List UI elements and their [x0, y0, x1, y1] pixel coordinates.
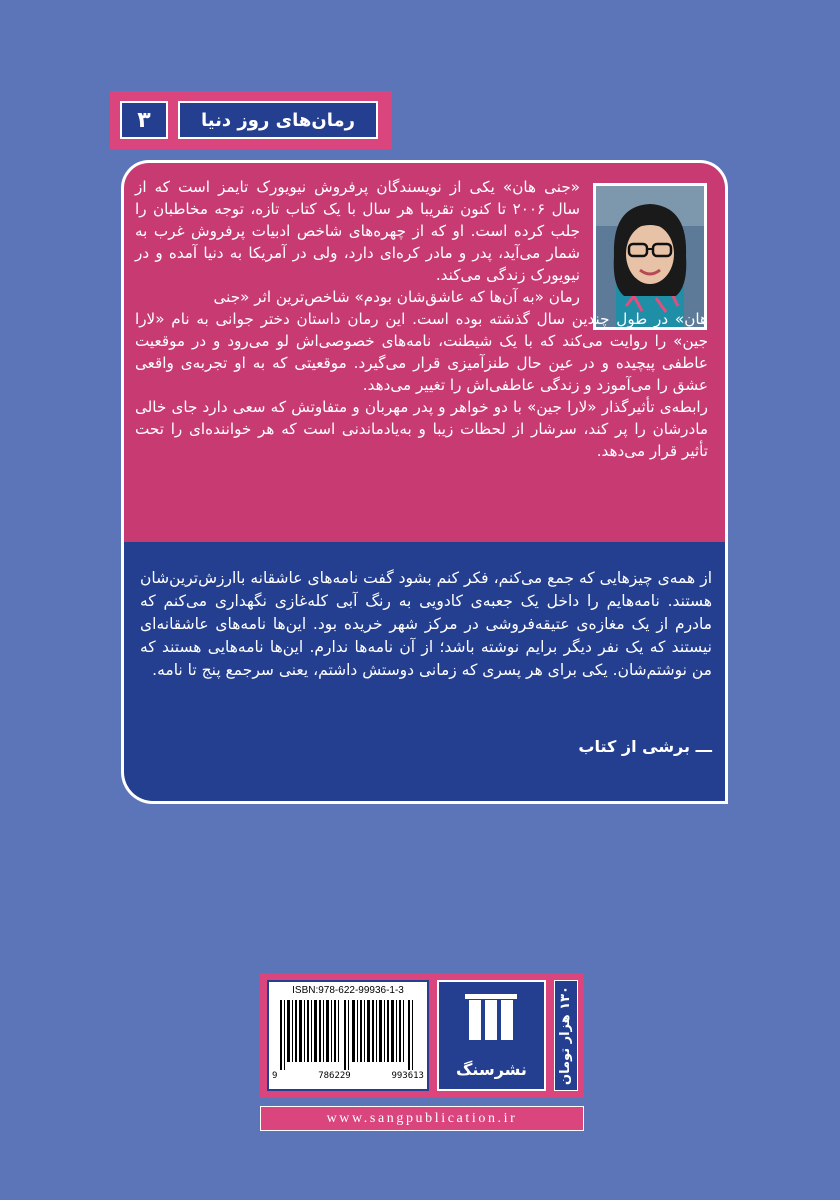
barcode-digit-group-1: 786229	[318, 1071, 351, 1081]
bio-paragraph-3: رابطه‌ی تأثیرگذار «لارا جین» با دو خواهر و پدر مهربان و متفاوتش که سعی دارد جای خالی مادرشان را پر کند، سرشار از لحظات زیبا و به‌یادماندنی است که هر خواننده‌ای را تحت تأثیر قرار می‌دهد.	[135, 398, 708, 460]
excerpt-text: از همه‌ی چیزهایی که جمع می‌کنم، فکر کنم بشود گفت نامه‌های عاشقانه باارزش‌ترین‌شان هستند. نامه‌هایم را داخل یک جعبه‌ی کادویی به رنگ آبی کله‌غازی نگهداری می‌کنم که مادرم از یک مغازه‌ی عتیقه‌فروشی در مرکز شهر خریده بود. این‌ها نامه‌های عاشقانه‌ای نیستند که یک نفر دیگر برایم نوشته باشد؛ از آن نامه‌ها ندارم. این‌ها نامه‌هایی هستند که من نوشتم‌شان. یکی برای هر پسری که زمانی دوستش داشتم، یعنی سرجمع پنج تا نامه.	[140, 569, 712, 679]
barcode-digit-first: 9	[272, 1071, 278, 1081]
barcode-digit-group-2: 993613	[391, 1071, 424, 1081]
bio-paragraph-2-lead: رمان «به آن‌ها که عاشق‌شان بودم» شاخص‌ترین اثر «جنی	[213, 288, 580, 306]
price-text: ۱۳۰ هزار تومان	[558, 986, 573, 1085]
excerpt-source: ـــ برشی از کتاب	[578, 737, 712, 756]
bio-paragraph-2	[135, 286, 708, 396]
publisher-logo-icon	[439, 982, 544, 1052]
isbn-text: ISBN:978-622-99936-1-3	[292, 985, 404, 996]
barcode-digits	[272, 1071, 424, 1081]
website-url: www.sangpublication.ir	[326, 1111, 518, 1126]
series-number: ۳	[120, 101, 168, 139]
barcode-icon	[280, 1000, 416, 1070]
bio-paragraph-1: «جنی هان» یکی از نویسندگان پرفروش نیویورک تایمز است که از سال ۲۰۰۶ تا کنون تقریبا هر سال با یک کتاب تازه، توجه مخاطبان را جلب کرده است. او که از چهره‌های شاخص ادبیات پرفروش غرب به شمار می‌آید، پدر و مادر کره‌ای دارد، ولی در آمریکا به دنیا آمده و در نیویورک زندگی می‌کند.	[135, 178, 580, 284]
bio-paragraph-2-rest: هان» در طول چندین سال گذشته بوده است. این رمان داستان دختر جوانی به نام «لارا جین» را روایت می‌کند که با یک شیطنت، نامه‌های خصوصی‌اش لو می‌رود و در موقعیت عاطفی پیچیده و در عین حال طنزآمیزی قرار می‌گیرد. موقعیتی که به او تجربه‌ی واقعی عشق را می‌آموزد و زندگی عاطفی‌اش را تغییر می‌دهد.	[135, 310, 708, 394]
series-title: رمان‌های روز دنیا	[178, 101, 378, 139]
author-bio-text	[135, 176, 708, 531]
publisher-name: نشرسنگ	[456, 1060, 527, 1079]
